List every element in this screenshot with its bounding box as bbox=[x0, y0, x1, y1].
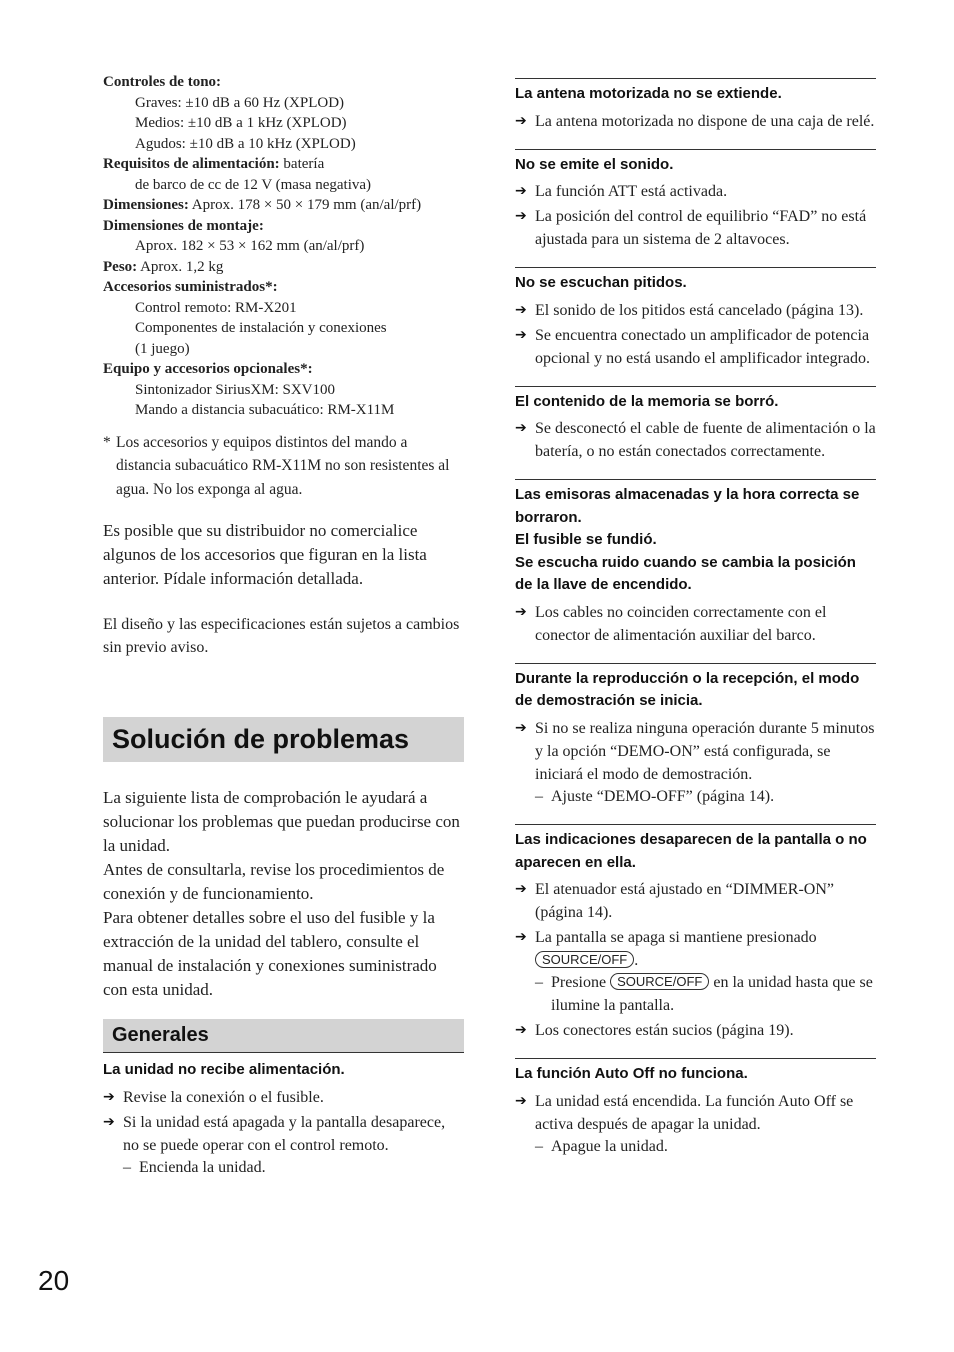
solution-item bbox=[515, 1090, 876, 1159]
spec-label: Dimensiones de montaje: bbox=[103, 217, 264, 234]
intro-paragraph: Antes de consultarla, revise los procedimientos de conexión y de funcionamiento. bbox=[103, 860, 445, 903]
solution-item bbox=[515, 180, 876, 203]
solution-text: La unidad está encendida. La función Auto Off se activa después de apagar la unidad. bbox=[535, 1092, 854, 1133]
spec-label: Equipo y accesorios opcionales*: bbox=[103, 361, 313, 377]
solution-item bbox=[515, 205, 876, 251]
solution-item bbox=[515, 926, 876, 1017]
source-off-key: SOURCE/OFF bbox=[535, 951, 634, 968]
spec-label: Peso: bbox=[103, 258, 138, 275]
arrow-icon: ➔ bbox=[515, 301, 527, 318]
problem-title: El fusible se fundió. bbox=[515, 531, 657, 548]
solution-text: Si no se realiza ninguna operación durante 5 minutos y la opción “DEMO-ON” está configurada, se iniciará el modo de demostración. bbox=[535, 719, 875, 783]
solution-item bbox=[515, 1019, 876, 1042]
solution-item bbox=[515, 601, 876, 647]
solution-text: Los conectores están sucios (página 19). bbox=[535, 1022, 794, 1039]
dash-icon: – bbox=[535, 974, 543, 991]
spec-value: (1 juego) bbox=[135, 340, 190, 357]
solution-text: El atenuador está ajustado en “DIMMER-ON” (página 14). bbox=[535, 881, 835, 921]
footnote bbox=[103, 431, 464, 502]
problem-title: La antena motorizada no se extiende. bbox=[515, 85, 782, 102]
dash-icon: – bbox=[535, 1137, 543, 1155]
intro-paragraph: Para obtener detalles sobre el uso del fusible y la extracción de la unidad del tablero, consulte el manual de instalación y conexiones suministrado con esta unidad. bbox=[103, 908, 437, 999]
problem-title: Se escucha ruido cuando se cambia la posición de la llave de encendido. bbox=[515, 553, 856, 593]
problem-title: No se escuchan pitidos. bbox=[515, 274, 687, 291]
arrow-icon: ➔ bbox=[103, 1088, 115, 1105]
arrow-icon: ➔ bbox=[515, 183, 527, 199]
arrow-icon: ➔ bbox=[103, 1113, 115, 1130]
arrow-icon: ➔ bbox=[515, 719, 527, 736]
sub-step bbox=[123, 1157, 464, 1180]
problem-title: La unidad no recibe alimentación. bbox=[103, 1061, 345, 1078]
spec-value: Graves: ±10 dB a 60 Hz (XPLOD) bbox=[135, 94, 345, 111]
spec-value: batería bbox=[279, 156, 325, 172]
solution-text: La función ATT está activada. bbox=[535, 183, 728, 200]
intro-paragraph: La siguiente lista de comprobación le ayudará a solucionar los problemas que puedan producirse con la unidad. bbox=[103, 788, 460, 855]
spec-value: de barco de cc de 12 V (masa negativa) bbox=[135, 176, 372, 193]
arrow-icon: ➔ bbox=[515, 881, 527, 897]
source-off-key: SOURCE/OFF bbox=[610, 973, 709, 990]
sub-step-text: en la unidad hasta que se ilumine la pantalla. bbox=[551, 974, 873, 1014]
problem-title: Las emisoras almacenadas y la hora correcta se borraron. bbox=[515, 486, 860, 526]
sub-step bbox=[535, 786, 876, 809]
arrow-icon: ➔ bbox=[515, 208, 527, 224]
spec-value: Aprox. 178 × 50 × 179 mm (an/al/prf) bbox=[188, 197, 422, 213]
solution-item bbox=[103, 1086, 464, 1109]
solution-text: Se encuentra conectado un amplificador de potencia opcional y no está usando el amplificador integrado. bbox=[535, 326, 871, 367]
solution-item bbox=[515, 717, 876, 809]
problem-block-stations bbox=[515, 479, 876, 647]
problem-title: La función Auto Off no funciona. bbox=[515, 1065, 748, 1082]
sub-step-text: Presione bbox=[551, 974, 607, 991]
arrow-icon: ➔ bbox=[515, 326, 527, 343]
solution-text: Revise la conexión o el fusible. bbox=[123, 1088, 324, 1106]
spec-value: Agudos: ±10 dB a 10 kHz (XPLOD) bbox=[135, 135, 356, 152]
problem-title: El contenido de la memoria se borró. bbox=[515, 392, 779, 410]
specifications bbox=[103, 72, 464, 421]
solution-text: Los cables no coinciden correctamente con el conector de alimentación auxiliar del barco. bbox=[535, 603, 827, 644]
solution-item bbox=[103, 1111, 464, 1180]
solution-text: . bbox=[634, 952, 639, 969]
problem-block-antenna bbox=[515, 78, 876, 133]
solution-text: La pantalla se apaga si mantiene presionado bbox=[535, 929, 817, 946]
problem-title: Las indicaciones desaparecen de la pantalla o no aparecen en ella. bbox=[515, 831, 867, 871]
spec-value: Aprox. 182 × 53 × 162 mm (an/al/prf) bbox=[135, 238, 365, 254]
problem-block-no-beep bbox=[515, 267, 876, 370]
design-note: El diseño y las especificaciones están sujetos a cambios sin previo aviso. bbox=[103, 616, 460, 656]
solution-text: Si la unidad está apagada y la pantalla desaparece, no se puede operar con el control remoto. bbox=[123, 1113, 446, 1154]
arrow-icon: ➔ bbox=[515, 603, 527, 620]
spec-value: Componentes de instalación y conexiones bbox=[135, 320, 387, 336]
solution-text: La posición del control de equilibrio “FAD” no está ajustada para un sistema de 2 altavoces. bbox=[535, 208, 867, 248]
spec-label: Requisitos de alimentación: bbox=[103, 156, 280, 172]
problem-block-no-power bbox=[103, 1053, 464, 1179]
footnote-text: Los accesorios y equipos distintos del mando a distancia subacuático RM-X11M no son resistentes al agua. No los exponga al agua. bbox=[116, 433, 450, 498]
problem-block-display bbox=[515, 824, 876, 1042]
left-column bbox=[103, 72, 464, 1195]
section-title: Solución de problemas bbox=[103, 717, 464, 762]
subsection-title: Generales bbox=[103, 1019, 464, 1053]
solution-item bbox=[515, 324, 876, 370]
solution-text: El sonido de los pitidos está cancelado (página 13). bbox=[535, 301, 864, 319]
problem-title: Durante la reproducción o la recepción, el modo de demostración se inicia. bbox=[515, 669, 860, 709]
solution-text: La antena motorizada no dispone de una caja de relé. bbox=[535, 112, 875, 130]
problem-block-no-sound bbox=[515, 149, 876, 252]
footnote-mark: * bbox=[103, 433, 111, 451]
spec-value: Sintonizador SiriusXM: SXV100 bbox=[135, 381, 336, 398]
arrow-icon: ➔ bbox=[515, 1092, 527, 1109]
dash-icon: – bbox=[535, 787, 543, 805]
problem-block-demo bbox=[515, 663, 876, 809]
spec-value: Medios: ±10 dB a 1 kHz (XPLOD) bbox=[135, 115, 347, 131]
spec-value: Control remoto: RM-X201 bbox=[135, 299, 297, 316]
dash-icon: – bbox=[123, 1158, 131, 1176]
arrow-icon: ➔ bbox=[515, 1022, 527, 1038]
spec-label: Accesorios suministrados*: bbox=[103, 279, 278, 295]
sub-step bbox=[535, 972, 876, 1017]
solution-item bbox=[515, 110, 876, 133]
problem-block-auto-off bbox=[515, 1058, 876, 1158]
problem-title: No se emite el sonido. bbox=[515, 155, 674, 173]
solution-item bbox=[515, 878, 876, 924]
solution-text: Se desconectó el cable de fuente de alimentación o la batería, o no están conectados correctamente. bbox=[535, 420, 876, 460]
spec-label: Dimensiones: bbox=[103, 197, 189, 213]
sub-step bbox=[535, 1136, 876, 1159]
arrow-icon: ➔ bbox=[515, 112, 527, 129]
solution-item bbox=[515, 299, 876, 322]
arrow-icon: ➔ bbox=[515, 420, 527, 436]
spec-label: Controles de tono: bbox=[103, 74, 222, 90]
page-number: 20 bbox=[38, 1265, 70, 1296]
spec-value: Aprox. 1,2 kg bbox=[137, 258, 224, 275]
sub-step-text: Apague la unidad. bbox=[551, 1137, 668, 1155]
spec-value: Mando a distancia subacuático: RM-X11M bbox=[135, 402, 395, 418]
solution-item bbox=[515, 417, 876, 463]
right-column bbox=[515, 78, 876, 1174]
problem-block-memory bbox=[515, 386, 876, 464]
sub-step-text: Encienda la unidad. bbox=[139, 1158, 266, 1176]
arrow-icon: ➔ bbox=[515, 929, 527, 945]
distributor-note: Es posible que su distribuidor no comercialice algunos de los accesorios que figuran en la lista anterior. Pídale información detallada. bbox=[103, 521, 427, 588]
sub-step-text: Ajuste “DEMO-OFF” (página 14). bbox=[551, 787, 775, 805]
